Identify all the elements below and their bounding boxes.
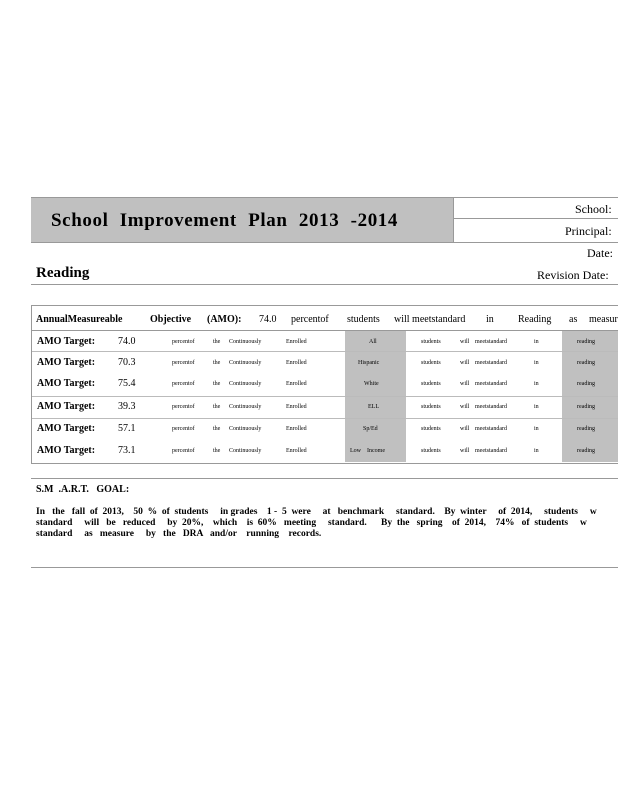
row-text: the [213,448,221,454]
amo-header-objective: Objective [150,314,192,325]
date-label: Date: [587,246,613,260]
group-label: Low Income [350,448,385,454]
row-text: students [421,426,441,432]
amo-target-value: 57.1 [118,423,136,434]
row-text: percentof [172,381,195,387]
amo-header-value: 74.0 [259,314,277,325]
row-text: reading [577,426,595,432]
row-text: percentof [172,339,195,345]
row-text: reading [577,404,595,410]
row-text: percentof [172,360,195,366]
row-text: Enrolled [286,339,307,345]
amo-header-percentof: percentof [291,314,329,325]
amo-header-meetstandard: will meetstandard [394,314,466,325]
goal-divider [31,478,618,479]
amo-target-label: AMO Target: [37,378,96,389]
row-text: Enrolled [286,360,307,366]
row-text: Continuously [229,448,262,454]
row-text: meetstandard [475,404,507,410]
row-text: in [534,404,539,410]
row-text: percentof [172,404,195,410]
row-text: students [421,404,441,410]
row-text: will [460,426,470,432]
amo-header-students: students [347,314,380,325]
amo-target-label: AMO Target: [37,423,96,434]
amo-header-as: as [569,314,578,325]
row-text: meetstandard [475,381,507,387]
amo-target-label: AMO Target: [37,357,96,368]
goal-title: S.M .A.R.T. GOAL: [36,484,130,495]
goal-bottom-divider [31,567,618,568]
amo-header-measure: measur [589,314,618,325]
school-label: School: [575,202,612,216]
row-text: in [534,360,539,366]
row-text: in [534,426,539,432]
row-text: the [213,360,221,366]
amo-target-value: 73.1 [118,445,136,456]
principal-label: Principal: [565,224,612,238]
row-text: Enrolled [286,381,307,387]
goal-text-line: standard will be reduced by 20%, which is 60% meeting standard. By the spring of 2014, 74% of students w [36,518,587,528]
row-text: meetstandard [475,360,507,366]
goal-text-line: standard as measure by the DRA and/or running records. [36,529,322,539]
row-text: reading [577,339,595,345]
amo-header-in: in [486,314,494,325]
group-label: White [364,381,379,387]
plan-header [31,197,618,243]
row-text: percentof [172,448,195,454]
amo-header-reading: Reading [518,314,552,325]
row-text: students [421,448,441,454]
row-divider [32,396,618,397]
group-label: Sp/Ed [363,426,378,432]
header-divider [454,218,618,219]
amo-header-amo: (AMO): [207,314,242,325]
row-text: students [421,381,441,387]
row-text: in [534,448,539,454]
amo-target-label: AMO Target: [37,445,96,456]
row-text: students [421,339,441,345]
row-text: will [460,404,470,410]
row-divider [32,418,618,419]
row-text: the [213,404,221,410]
group-label: ELL [368,404,379,410]
row-text: Enrolled [286,404,307,410]
row-text: will [460,448,470,454]
amo-target-value: 74.0 [118,336,136,347]
row-text: students [421,360,441,366]
subject-title: Reading [36,265,90,281]
amo-target-label: AMO Target: [37,336,96,347]
row-text: Continuously [229,404,262,410]
group-label: Hispanic [358,360,380,366]
row-text: in [534,339,539,345]
row-text: Enrolled [286,426,307,432]
row-text: Continuously [229,339,262,345]
row-text: meetstandard [475,339,507,345]
row-text: will [460,360,470,366]
revision-date-label: Revision Date: [537,268,609,282]
row-text: in [534,381,539,387]
row-text: the [213,426,221,432]
amo-target-value: 39.3 [118,401,136,412]
row-text: percentof [172,426,195,432]
amo-target-value: 75.4 [118,378,136,389]
row-text: Continuously [229,381,262,387]
row-text: Enrolled [286,448,307,454]
subject-divider [31,284,618,285]
amo-target-label: AMO Target: [37,401,96,412]
amo-header-divider [32,330,618,331]
row-text: meetstandard [475,426,507,432]
amo-header-measureable: AnnualMeasureable [36,314,123,325]
goal-text-line: In the fall of 2013, 50 % of students in grades 1 - 5 were at benchmark standard. By winter of 2014, students w [36,507,597,517]
row-text: reading [577,448,595,454]
row-text: reading [577,381,595,387]
row-text: will [460,381,470,387]
title-box [31,198,454,242]
row-text: Continuously [229,360,262,366]
row-text: the [213,381,221,387]
row-text: Continuously [229,426,262,432]
row-text: the [213,339,221,345]
page-title: School Improvement Plan 2013 -2014 [51,210,398,231]
row-text: reading [577,360,595,366]
row-divider [32,351,618,352]
row-text: will [460,339,470,345]
amo-target-value: 70.3 [118,357,136,368]
group-label: All [369,339,377,345]
row-text: meetstandard [475,448,507,454]
